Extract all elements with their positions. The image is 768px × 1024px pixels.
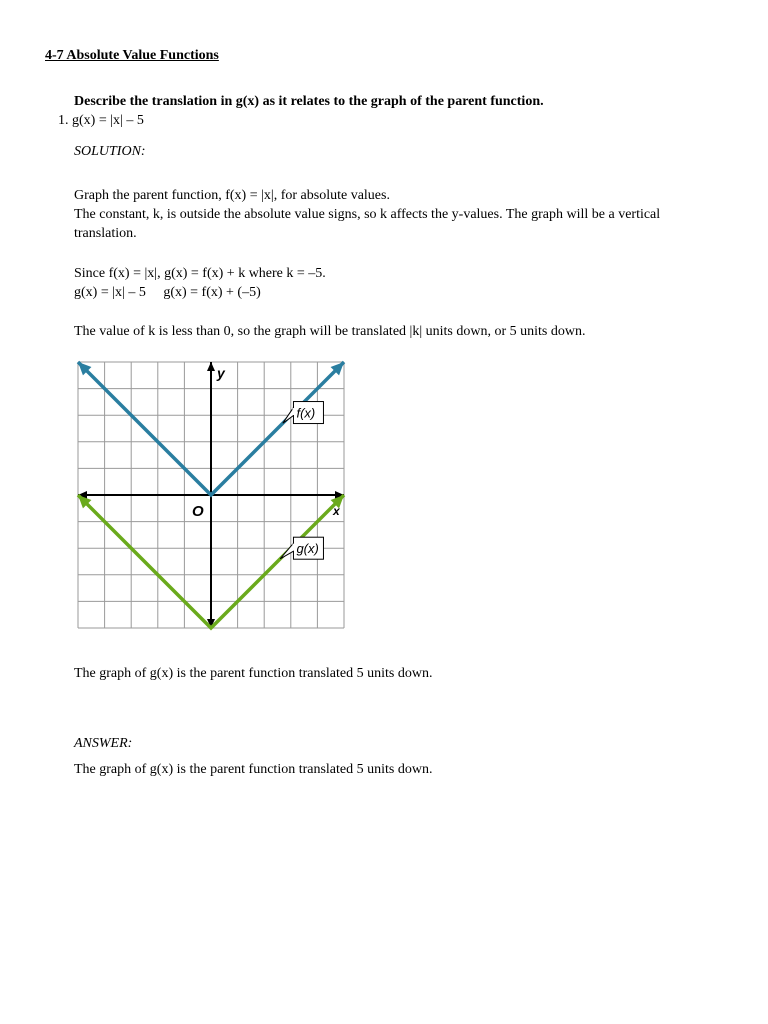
- answer-label: ANSWER:: [74, 736, 133, 751]
- g-label-pointer: [280, 543, 293, 559]
- y-axis-label: y: [217, 365, 225, 381]
- problem: [58, 113, 144, 129]
- f-label-text: f(x): [296, 405, 316, 421]
- problem-number: 1.: [58, 113, 69, 128]
- solution-line-2: The constant, k, is outside the absolute value signs, so k affects the y-values. The graph will be a vertical translation.: [74, 207, 661, 241]
- answer-text: The graph of g(x) is the parent function translated 5 units down.: [74, 762, 433, 777]
- x-axis-label: x: [333, 504, 340, 518]
- absolute-value-graph: [76, 360, 346, 640]
- section-title: 4-7 Absolute Value Functions: [45, 48, 219, 63]
- y-axis-arrow-up-icon: [207, 362, 215, 371]
- g-label-text: g(x): [296, 541, 319, 557]
- solution-line-5: The value of k is less than 0, so the graph will be translated |k| units down, or 5 units down.: [74, 324, 586, 339]
- origin-label: O: [192, 503, 204, 520]
- problem-equation: g(x) = |x| – 5: [72, 113, 144, 128]
- solution-line-1: Graph the parent function, f(x) = |x|, for absolute values.: [74, 188, 390, 203]
- solution-line-3: Since f(x) = |x|, g(x) = f(x) + k where k = –5.: [74, 266, 326, 281]
- solution-label: SOLUTION:: [74, 144, 146, 159]
- instruction: Describe the translation in g(x) as it relates to the graph of the parent function.: [74, 94, 544, 109]
- graph-conclusion: The graph of g(x) is the parent function translated 5 units down.: [74, 666, 433, 681]
- solution-line-4: g(x) = |x| – 5 g(x) = f(x) + (–5): [74, 285, 261, 300]
